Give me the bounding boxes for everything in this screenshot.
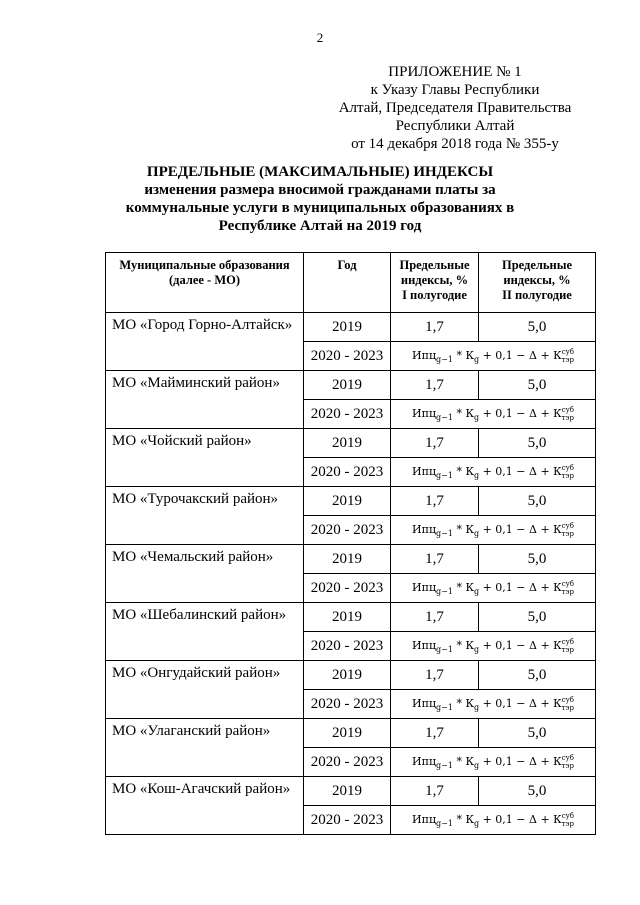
index-h1-cell: 1,7 (391, 777, 479, 806)
title-line: Республике Алтай на 2019 год (218, 218, 422, 234)
year-cell: 2020 - 2023 (304, 806, 391, 835)
year-cell: 2020 - 2023 (304, 748, 391, 777)
mo-name: МО «Улаганский район» (106, 719, 304, 777)
formula-cell (391, 342, 596, 371)
formula: $Ипц_{g-1} * К_g + 0,1 - \Delta + К$ суб тэр (412, 638, 574, 655)
index-h1-cell: 1,7 (391, 603, 479, 632)
mo-name: МО «Кош-Агачский район» (106, 777, 304, 835)
table-row (106, 719, 596, 748)
index-h2-cell: 5,0 (479, 487, 596, 516)
document-title (110, 163, 530, 235)
formula-cell (391, 632, 596, 661)
year-cell: 2019 (304, 603, 391, 632)
table-row (106, 487, 596, 516)
table-header-row (106, 253, 596, 313)
year-cell: 2020 - 2023 (304, 632, 391, 661)
formula: $Ипц_{g-1} * К_g + 0,1 - \Delta + К$ суб тэр (412, 348, 574, 365)
formula: $Ипц_{g-1} * К_g + 0,1 - \Delta + К$ суб тэр (412, 812, 574, 829)
year-cell: 2019 (304, 719, 391, 748)
table-row (106, 371, 596, 400)
year-cell: 2020 - 2023 (304, 342, 391, 371)
formula: $Ипц_{g-1} * К_g + 0,1 - \Delta + К$ суб тэр (412, 522, 574, 539)
table-body (106, 313, 596, 835)
formula-cell (391, 748, 596, 777)
year-cell: 2019 (304, 545, 391, 574)
mo-name: МО «Турочакский район» (106, 487, 304, 545)
appendix-line: ПРИЛОЖЕНИЕ № 1 (388, 64, 522, 80)
formula: $Ипц_{g-1} * К_g + 0,1 - \Delta + К$ суб тэр (412, 406, 574, 423)
index-h1-cell: 1,7 (391, 719, 479, 748)
table-row (106, 777, 596, 806)
year-cell: 2019 (304, 661, 391, 690)
year-cell: 2020 - 2023 (304, 690, 391, 719)
title-line: коммунальные услуги в муниципальных образованиях в (125, 200, 515, 216)
table-row (106, 313, 596, 342)
table-row (106, 603, 596, 632)
year-cell: 2020 - 2023 (304, 574, 391, 603)
formula-cell (391, 806, 596, 835)
mo-name: МО «Онгудайский район» (106, 661, 304, 719)
index-h1-cell: 1,7 (391, 545, 479, 574)
year-cell: 2020 - 2023 (304, 400, 391, 429)
index-h2-cell: 5,0 (479, 603, 596, 632)
table-row (106, 661, 596, 690)
year-cell: 2019 (304, 371, 391, 400)
formula-cell (391, 690, 596, 719)
index-h2-cell: 5,0 (479, 429, 596, 458)
index-h2-cell: 5,0 (479, 719, 596, 748)
mo-name: МО «Майминский район» (106, 371, 304, 429)
mo-name: МО «Город Горно-Алтайск» (106, 313, 304, 371)
year-cell: 2019 (304, 429, 391, 458)
appendix-line: к Указу Главы Республики (370, 82, 540, 98)
index-h2-cell: 5,0 (479, 661, 596, 690)
appendix-line: Республики Алтай (395, 118, 515, 134)
appendix-line: Алтай, Председателя Правительства (338, 100, 572, 116)
title-main: ПРЕДЕЛЬНЫЕ (МАКСИМАЛЬНЫЕ) ИНДЕКСЫ (146, 164, 494, 180)
index-h1-cell: 1,7 (391, 313, 479, 342)
index-h2-cell: 5,0 (479, 545, 596, 574)
header-year: Год (304, 253, 391, 313)
index-h1-cell: 1,7 (391, 429, 479, 458)
formula-cell (391, 516, 596, 545)
index-h2-cell: 5,0 (479, 371, 596, 400)
index-h2-cell: 5,0 (479, 777, 596, 806)
mo-name: МО «Шебалинский район» (106, 603, 304, 661)
index-h1-cell: 1,7 (391, 661, 479, 690)
title-line: изменения размера вносимой гражданами платы за (144, 182, 496, 198)
mo-name: МО «Чойский район» (106, 429, 304, 487)
formula: $Ипц_{g-1} * К_g + 0,1 - \Delta + К$ суб тэр (412, 754, 574, 771)
indices-table (105, 252, 596, 835)
header-index-h2: Предельные индексы, % II полугодие (479, 253, 596, 313)
formula-cell (391, 400, 596, 429)
formula: $Ипц_{g-1} * К_g + 0,1 - \Delta + К$ суб тэр (412, 580, 574, 597)
formula: $Ипц_{g-1} * К_g + 0,1 - \Delta + К$ суб тэр (412, 696, 574, 713)
appendix-header (330, 63, 580, 153)
header-index-h1: Предельные индексы, % I полугодие (391, 253, 479, 313)
year-cell: 2020 - 2023 (304, 458, 391, 487)
year-cell: 2020 - 2023 (304, 516, 391, 545)
year-cell: 2019 (304, 487, 391, 516)
year-cell: 2019 (304, 313, 391, 342)
formula-cell (391, 458, 596, 487)
page-number: 2 (316, 30, 324, 45)
header-mo: Муниципальные образования (далее - МО) (106, 253, 304, 313)
formula-cell (391, 574, 596, 603)
mo-name: МО «Чемальский район» (106, 545, 304, 603)
index-h1-cell: 1,7 (391, 371, 479, 400)
index-h2-cell: 5,0 (479, 313, 596, 342)
index-h1-cell: 1,7 (391, 487, 479, 516)
appendix-line: от 14 декабря 2018 года № 355-у (351, 136, 559, 152)
table-row (106, 429, 596, 458)
formula: $Ипц_{g-1} * К_g + 0,1 - \Delta + К$ суб тэр (412, 464, 574, 481)
table-row (106, 545, 596, 574)
year-cell: 2019 (304, 777, 391, 806)
